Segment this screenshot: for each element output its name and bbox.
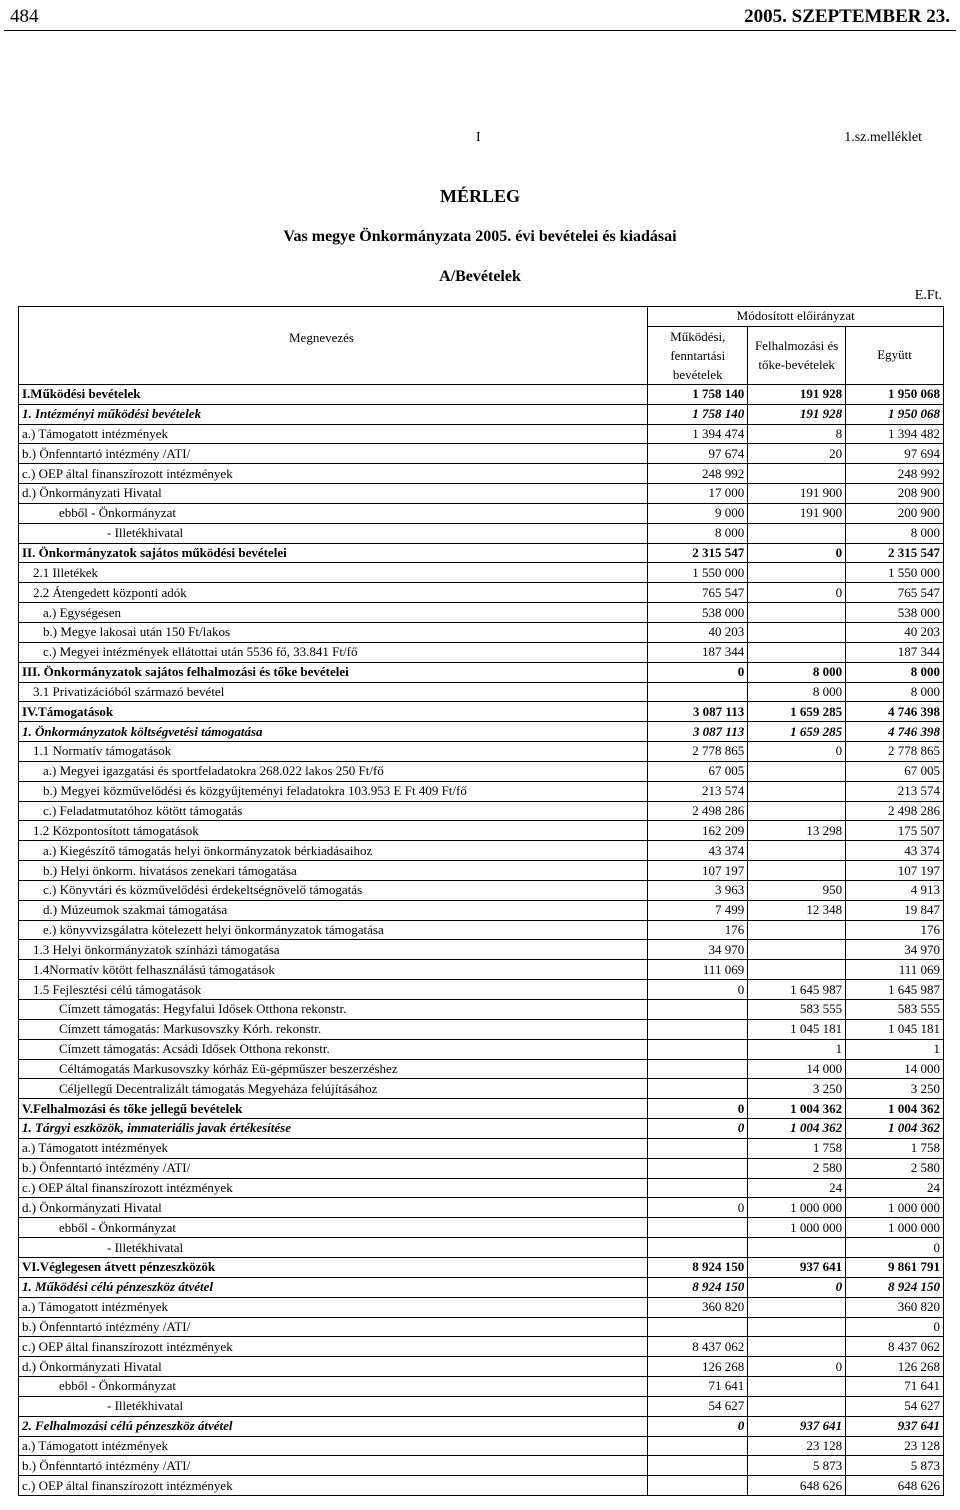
table-row <box>19 1396 944 1416</box>
capital-value <box>748 960 846 980</box>
table-row <box>19 682 944 702</box>
total-value: 8 000 <box>846 662 944 682</box>
table-row <box>19 1476 944 1496</box>
row-name: c.) Könyvtári és közművelődési érdekeltségnövelő támogatás <box>19 880 648 900</box>
document-title: MÉRLEG <box>439 186 520 206</box>
table-row <box>19 1138 944 1158</box>
table-row <box>19 1337 944 1357</box>
capital-value: 1 <box>748 1039 846 1059</box>
operating-value: 3 963 <box>648 880 748 900</box>
total-value: 97 694 <box>846 444 944 464</box>
capital-value <box>748 920 846 940</box>
operating-value: 107 197 <box>648 861 748 881</box>
row-name: b.) Megye lakosai után 150 Ft/lakos <box>19 622 648 642</box>
operating-value <box>648 1456 748 1476</box>
total-value: 1 950 068 <box>846 404 944 424</box>
row-name: - Illetékhivatal <box>19 523 648 543</box>
total-value: 1 645 987 <box>846 980 944 1000</box>
operating-value: 67 005 <box>648 761 748 781</box>
capital-value: 2 580 <box>748 1158 846 1178</box>
total-value: 8 000 <box>846 523 944 543</box>
table-row <box>19 464 944 484</box>
operating-value: 54 627 <box>648 1396 748 1416</box>
row-name: c.) Megyei intézmények ellátottai után 5536 fő, 33.841 Ft/fő <box>19 642 648 662</box>
operating-value <box>648 1019 748 1039</box>
total-value: 4 913 <box>846 880 944 900</box>
operating-value: 213 574 <box>648 781 748 801</box>
header-operating: Működési, fenntartási bevételek <box>648 326 748 384</box>
total-value: 14 000 <box>846 1059 944 1079</box>
row-name: d.) Önkormányzati Hivatal <box>19 1357 648 1377</box>
table-row <box>19 1436 944 1456</box>
capital-value: 20 <box>748 444 846 464</box>
table-row <box>19 563 944 583</box>
operating-value: 8 924 150 <box>648 1257 748 1277</box>
table-row <box>19 1456 944 1476</box>
operating-value: 40 203 <box>648 622 748 642</box>
table-row <box>19 1277 944 1297</box>
total-value: 1 758 <box>846 1138 944 1158</box>
operating-value: 0 <box>648 1099 748 1119</box>
total-value: 34 970 <box>846 940 944 960</box>
capital-value: 191 928 <box>748 404 846 424</box>
operating-value <box>648 1436 748 1456</box>
total-value: 107 197 <box>846 861 944 881</box>
row-name: 1.3 Helyi önkormányzatok színházi támogatása <box>19 940 648 960</box>
operating-value: 2 315 547 <box>648 543 748 563</box>
total-value: 2 498 286 <box>846 801 944 821</box>
capital-value: 13 298 <box>748 821 846 841</box>
table-row <box>19 861 944 881</box>
row-name: Címzett támogatás: Hegyfalui Idősek Otthona rekonstr. <box>19 1000 648 1020</box>
capital-value: 0 <box>748 583 846 603</box>
row-name: 1. Működési célú pénzeszköz átvétel <box>19 1277 648 1297</box>
capital-value: 1 004 362 <box>748 1119 846 1139</box>
header-total: Együtt <box>846 326 944 384</box>
table-row <box>19 1019 944 1039</box>
operating-value: 8 437 062 <box>648 1337 748 1357</box>
table-row <box>19 761 944 781</box>
table-row <box>19 1317 944 1337</box>
row-name: c.) OEP által finanszírozott intézmények <box>19 1337 648 1357</box>
capital-value: 937 641 <box>748 1257 846 1277</box>
operating-value: 97 674 <box>648 444 748 464</box>
total-value: 0 <box>846 1317 944 1337</box>
section-heading: A/Bevételek <box>439 268 521 285</box>
capital-value: 0 <box>748 1277 846 1297</box>
operating-value: 162 209 <box>648 821 748 841</box>
row-name: c.) OEP által finanszírozott intézmények <box>19 1178 648 1198</box>
total-value: 2 580 <box>846 1158 944 1178</box>
total-value: 648 626 <box>846 1476 944 1496</box>
operating-value: 0 <box>648 1416 748 1436</box>
capital-value <box>748 464 846 484</box>
total-value: 4 746 398 <box>846 702 944 722</box>
row-name: b.) Önfenntartó intézmény /ATI/ <box>19 1456 648 1476</box>
capital-value: 12 348 <box>748 900 846 920</box>
table-row <box>19 1357 944 1377</box>
total-value: 43 374 <box>846 841 944 861</box>
row-name: III. Önkormányzatok sajátos felhalmozási és tőke bevételei <box>19 662 648 682</box>
total-value: 8 437 062 <box>846 1337 944 1357</box>
row-name: d.) Önkormányzati Hivatal <box>19 1198 648 1218</box>
capital-value: 950 <box>748 880 846 900</box>
total-value: 67 005 <box>846 761 944 781</box>
total-value: 40 203 <box>846 622 944 642</box>
total-value: 360 820 <box>846 1297 944 1317</box>
table-row <box>19 484 944 504</box>
table-row <box>19 960 944 980</box>
capital-value <box>748 861 846 881</box>
capital-value: 24 <box>748 1178 846 1198</box>
row-name: b.) Önfenntartó intézmény /ATI/ <box>19 444 648 464</box>
issue-date: 2005. SZEPTEMBER 23. <box>744 6 950 27</box>
total-value: 583 555 <box>846 1000 944 1020</box>
row-name: c.) Feladatmutatóhoz kötött támogatás <box>19 801 648 821</box>
operating-value: 3 087 113 <box>648 722 748 742</box>
capital-value <box>748 1337 846 1357</box>
operating-value: 17 000 <box>648 484 748 504</box>
total-value: 8 924 150 <box>846 1277 944 1297</box>
capital-value <box>748 801 846 821</box>
table-row <box>19 781 944 801</box>
row-name: a.) Megyei igazgatási és sportfeladatokra 268.022 lakos 250 Ft/fő <box>19 761 648 781</box>
roman-numeral: I <box>476 130 481 145</box>
operating-value <box>648 682 748 702</box>
capital-value <box>748 642 846 662</box>
row-name: ebből - Önkormányzat <box>19 1377 648 1397</box>
total-value: 2 315 547 <box>846 543 944 563</box>
operating-value <box>648 1039 748 1059</box>
table-row <box>19 1039 944 1059</box>
total-value: 24 <box>846 1178 944 1198</box>
total-value: 213 574 <box>846 781 944 801</box>
total-value: 1 <box>846 1039 944 1059</box>
total-value: 4 746 398 <box>846 722 944 742</box>
operating-value: 1 758 140 <box>648 404 748 424</box>
capital-value: 8 <box>748 424 846 444</box>
total-value: 8 000 <box>846 682 944 702</box>
total-value: 19 847 <box>846 900 944 920</box>
row-name: 1.1 Normatív támogatások <box>19 742 648 762</box>
operating-value: 3 087 113 <box>648 702 748 722</box>
unit-label: E.Ft. <box>914 288 942 303</box>
capital-value <box>748 841 846 861</box>
operating-value: 2 498 286 <box>648 801 748 821</box>
operating-value: 0 <box>648 662 748 682</box>
total-value: 0 <box>846 1238 944 1258</box>
total-value: 1 000 000 <box>846 1198 944 1218</box>
capital-value: 1 659 285 <box>748 702 846 722</box>
total-value: 54 627 <box>846 1396 944 1416</box>
header-capital: Felhalmozási és tőke-bevételek <box>748 326 846 384</box>
table-row <box>19 543 944 563</box>
capital-value <box>748 622 846 642</box>
table-row <box>19 404 944 424</box>
operating-value: 0 <box>648 1198 748 1218</box>
table-row <box>19 1377 944 1397</box>
operating-value: 126 268 <box>648 1357 748 1377</box>
capital-value <box>748 523 846 543</box>
table-row <box>19 384 944 404</box>
total-value: 937 641 <box>846 1416 944 1436</box>
capital-value: 648 626 <box>748 1476 846 1496</box>
capital-value: 1 758 <box>748 1138 846 1158</box>
table-row <box>19 662 944 682</box>
row-name: 1.5 Fejlesztési célú támogatások <box>19 980 648 1000</box>
total-value: 3 250 <box>846 1079 944 1099</box>
document-subtitle: Vas megye Önkormányzata 2005. évi bevételei és kiadásai <box>283 228 677 245</box>
table-row <box>19 1059 944 1079</box>
table-row <box>19 900 944 920</box>
operating-value: 34 970 <box>648 940 748 960</box>
total-value: 5 873 <box>846 1456 944 1476</box>
operating-value <box>648 1218 748 1238</box>
capital-value: 583 555 <box>748 1000 846 1020</box>
table-row <box>19 1297 944 1317</box>
total-value: 208 900 <box>846 484 944 504</box>
row-name: e.) könyvvizsgálatra kötelezett helyi önkormányzatok támogatása <box>19 920 648 940</box>
row-name: 2. Felhalmozási célú pénzeszköz átvétel <box>19 1416 648 1436</box>
table-row <box>19 1416 944 1436</box>
capital-value: 0 <box>748 742 846 762</box>
table-row <box>19 920 944 940</box>
table-row <box>19 1238 944 1258</box>
total-value: 1 004 362 <box>846 1099 944 1119</box>
operating-value: 111 069 <box>648 960 748 980</box>
operating-value <box>648 1178 748 1198</box>
row-name: VI.Véglegesen átvett pénzeszközök <box>19 1257 648 1277</box>
total-value: 248 992 <box>846 464 944 484</box>
row-name: c.) OEP által finanszírozott intézmények <box>19 464 648 484</box>
operating-value: 2 778 865 <box>648 742 748 762</box>
total-value: 538 000 <box>846 603 944 623</box>
row-name: c.) OEP által finanszírozott intézmények <box>19 1476 648 1496</box>
operating-value: 1 550 000 <box>648 563 748 583</box>
operating-value: 7 499 <box>648 900 748 920</box>
total-value: 2 778 865 <box>846 742 944 762</box>
page-number: 484 <box>10 6 39 27</box>
row-name: b.) Önfenntartó intézmény /ATI/ <box>19 1317 648 1337</box>
total-value: 71 641 <box>846 1377 944 1397</box>
row-name: a.) Támogatott intézmények <box>19 1138 648 1158</box>
table-row <box>19 702 944 722</box>
table-row <box>19 1257 944 1277</box>
table-row <box>19 1000 944 1020</box>
header-rule <box>4 30 956 31</box>
table-row <box>19 603 944 623</box>
total-value: 1 550 000 <box>846 563 944 583</box>
total-value: 187 344 <box>846 642 944 662</box>
total-value: 1 045 181 <box>846 1019 944 1039</box>
capital-value: 8 000 <box>748 662 846 682</box>
row-name: b.) Helyi önkorm. hivatásos zenekari támogatása <box>19 861 648 881</box>
row-name: a.) Támogatott intézmények <box>19 1436 648 1456</box>
table-row <box>19 642 944 662</box>
row-name: V.Felhalmozási és tőke jellegű bevételek <box>19 1099 648 1119</box>
capital-value: 1 645 987 <box>748 980 846 1000</box>
capital-value: 1 000 000 <box>748 1218 846 1238</box>
table-row <box>19 1079 944 1099</box>
row-name: I.Működési bevételek <box>19 384 648 404</box>
row-name: ebből - Önkormányzat <box>19 1218 648 1238</box>
table-row <box>19 523 944 543</box>
table-row <box>19 1198 944 1218</box>
table-row <box>19 801 944 821</box>
operating-value <box>648 1317 748 1337</box>
row-name: b.) Önfenntartó intézmény /ATI/ <box>19 1158 648 1178</box>
table-row <box>19 821 944 841</box>
operating-value: 1 758 140 <box>648 384 748 404</box>
capital-value: 1 000 000 <box>748 1198 846 1218</box>
operating-value <box>648 1079 748 1099</box>
row-name: a.) Támogatott intézmények <box>19 1297 648 1317</box>
capital-value: 14 000 <box>748 1059 846 1079</box>
operating-value: 765 547 <box>648 583 748 603</box>
header-group: Módosított előirányzat <box>648 307 944 327</box>
total-value: 175 507 <box>846 821 944 841</box>
operating-value: 176 <box>648 920 748 940</box>
total-value: 1 004 362 <box>846 1119 944 1139</box>
total-value: 200 900 <box>846 503 944 523</box>
table-body <box>19 384 944 1495</box>
row-name: 1.2 Központosított támogatások <box>19 821 648 841</box>
capital-value <box>748 781 846 801</box>
table-row <box>19 841 944 861</box>
annex-label: 1.sz.melléklet <box>844 130 922 145</box>
row-name: 1. Önkormányzatok költségvetési támogatása <box>19 722 648 742</box>
total-value: 126 268 <box>846 1357 944 1377</box>
operating-value <box>648 1059 748 1079</box>
page-header <box>0 0 960 32</box>
capital-value: 23 128 <box>748 1436 846 1456</box>
table-row <box>19 722 944 742</box>
header-name <box>19 307 648 385</box>
operating-value: 0 <box>648 980 748 1000</box>
table-row <box>19 1099 944 1119</box>
row-name: 2.1 Illetékek <box>19 563 648 583</box>
operating-value: 187 344 <box>648 642 748 662</box>
row-name: Céljellegű Decentralizált támogatás Megyeháza felújításához <box>19 1079 648 1099</box>
row-name: - Illetékhivatal <box>19 1396 648 1416</box>
row-name: a.) Támogatott intézmények <box>19 424 648 444</box>
capital-value: 937 641 <box>748 1416 846 1436</box>
operating-value: 360 820 <box>648 1297 748 1317</box>
table-row <box>19 424 944 444</box>
row-name: IV.Támogatások <box>19 702 648 722</box>
total-value: 1 000 000 <box>846 1218 944 1238</box>
operating-value <box>648 1000 748 1020</box>
capital-value: 1 045 181 <box>748 1019 846 1039</box>
operating-value: 8 000 <box>648 523 748 543</box>
operating-value: 9 000 <box>648 503 748 523</box>
total-value: 9 861 791 <box>846 1257 944 1277</box>
table-row <box>19 1178 944 1198</box>
operating-value: 1 394 474 <box>648 424 748 444</box>
capital-value <box>748 1238 846 1258</box>
capital-value: 0 <box>748 543 846 563</box>
capital-value: 191 900 <box>748 503 846 523</box>
row-name: a.) Kiegészítő támogatás helyi önkormányzatok bérkiadásaihoz <box>19 841 648 861</box>
capital-value <box>748 1396 846 1416</box>
total-value: 23 128 <box>846 1436 944 1456</box>
row-name: d.) Önkormányzati Hivatal <box>19 484 648 504</box>
capital-value: 1 659 285 <box>748 722 846 742</box>
row-name: Céltámogatás Markusovszky kórház Eü-gépműszer beszerzéshez <box>19 1059 648 1079</box>
operating-value: 538 000 <box>648 603 748 623</box>
operating-value: 0 <box>648 1119 748 1139</box>
capital-value <box>748 563 846 583</box>
table-row <box>19 503 944 523</box>
row-name: - Illetékhivatal <box>19 1238 648 1258</box>
table-row <box>19 1218 944 1238</box>
operating-value <box>648 1138 748 1158</box>
row-name: II. Önkormányzatok sajátos működési bevételei <box>19 543 648 563</box>
operating-value: 43 374 <box>648 841 748 861</box>
row-name: 1. Intézményi működési bevételek <box>19 404 648 424</box>
operating-value: 8 924 150 <box>648 1277 748 1297</box>
table-row <box>19 1119 944 1139</box>
row-name: 1.4Normatív kötött felhasználású támogatások <box>19 960 648 980</box>
row-name: Címzett támogatás: Markusovszky Kórh. rekonstr. <box>19 1019 648 1039</box>
capital-value <box>748 940 846 960</box>
capital-value <box>748 1297 846 1317</box>
total-value: 1 950 068 <box>846 384 944 404</box>
capital-value <box>748 1317 846 1337</box>
table-row <box>19 940 944 960</box>
row-name: b.) Megyei közművelődési és közgyűjteményi feladatokra 103.953 E Ft 409 Ft/fő <box>19 781 648 801</box>
row-name: 2.2 Átengedett központi adók <box>19 583 648 603</box>
table-row <box>19 622 944 642</box>
table-row <box>19 444 944 464</box>
capital-value: 3 250 <box>748 1079 846 1099</box>
table-row <box>19 583 944 603</box>
total-value: 176 <box>846 920 944 940</box>
row-name: 3.1 Privatizációból származó bevétel <box>19 682 648 702</box>
capital-value <box>748 1377 846 1397</box>
operating-value <box>648 1238 748 1258</box>
operating-value: 71 641 <box>648 1377 748 1397</box>
total-value: 765 547 <box>846 583 944 603</box>
total-value: 1 394 482 <box>846 424 944 444</box>
table-row <box>19 880 944 900</box>
capital-value <box>748 761 846 781</box>
row-name: ebből - Önkormányzat <box>19 503 648 523</box>
row-name: 1. Tárgyi eszközök, immateriális javak értékesítése <box>19 1119 648 1139</box>
row-name: d.) Múzeumok szakmai támogatása <box>19 900 648 920</box>
capital-value <box>748 603 846 623</box>
row-name: a.) Egységesen <box>19 603 648 623</box>
operating-value: 248 992 <box>648 464 748 484</box>
row-name: Címzett támogatás: Acsádi Idősek Otthona rekonstr. <box>19 1039 648 1059</box>
table-row <box>19 980 944 1000</box>
header-name-label: Megnevezés <box>289 330 354 345</box>
table-row <box>19 742 944 762</box>
capital-value: 8 000 <box>748 682 846 702</box>
operating-value <box>648 1158 748 1178</box>
operating-value <box>648 1476 748 1496</box>
revenue-table <box>18 306 944 1496</box>
capital-value: 191 900 <box>748 484 846 504</box>
capital-value: 5 873 <box>748 1456 846 1476</box>
capital-value: 1 004 362 <box>748 1099 846 1119</box>
total-value: 111 069 <box>846 960 944 980</box>
capital-value: 191 928 <box>748 384 846 404</box>
capital-value: 0 <box>748 1357 846 1377</box>
table-row <box>19 1158 944 1178</box>
